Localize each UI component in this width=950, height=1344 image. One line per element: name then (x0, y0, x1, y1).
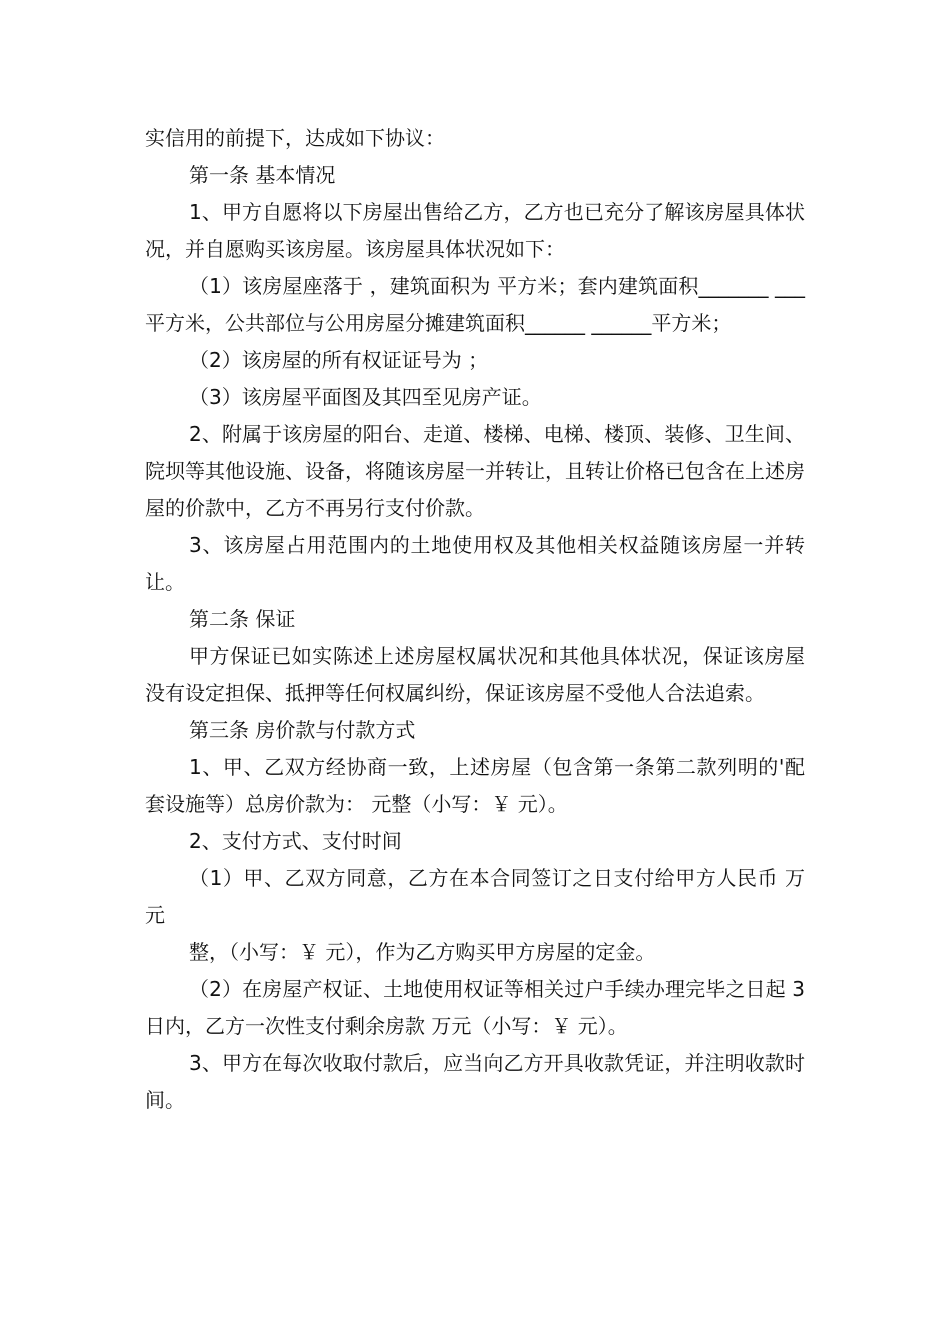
paragraph-1-3: 3、该房屋占用范围内的土地使用权及其他相关权益随该房屋一并转让。 (145, 533, 805, 594)
article-2-heading: 第二条 保证 (189, 607, 296, 631)
paragraph-2-1: 甲方保证已如实陈述上述房屋权属状况和其他具体状况，保证该房屋没有设定担保、抵押等任何权属纠纷，保证该房屋不受他人合法追索。 (145, 644, 805, 705)
article-3-heading: 第三条 房价款与付款方式 (189, 718, 416, 742)
paragraph-1-1-3: （3）该房屋平面图及其四至见房产证。 (189, 385, 542, 409)
paragraph-3-2: 2、支付方式、支付时间 (189, 829, 402, 853)
paragraph-preamble-end: 实信用的前提下，达成如下协议： (145, 126, 445, 150)
document-body (145, 120, 805, 1119)
paragraph-1-2: 2、附属于该房屋的阳台、走道、楼梯、电梯、楼顶、装修、卫生间、院坝等其他设施、设备，将随该房屋一并转让，且转让价格已包含在上述房屋的价款中，乙方不再另行支付价款。 (145, 422, 805, 520)
paragraph-3-2-1: （1）甲、乙双方同意，乙方在本合同签订之日支付给甲方人民币 万元 (145, 866, 805, 927)
paragraph-3-2-1-cont: 整，（小写：￥ 元），作为乙方购买甲方房屋的定金。 (189, 940, 656, 964)
article-1-heading: 第一条 基本情况 (189, 163, 336, 187)
paragraph-1-1-2: （2）该房屋的所有权证证号为 ； (189, 348, 489, 372)
paragraph-1-1: 1、甲方自愿将以下房屋出售给乙方，乙方也已充分了解该房屋具体状况，并自愿购买该房屋。该房屋具体状况如下： (145, 200, 805, 261)
paragraph-1-1-1: （1）该房屋座落于 ，建筑面积为 平方米；套内建筑面积_______ ___平方米，公共部位与公用房屋分摊建筑面积______ ______平方米； (145, 274, 805, 335)
paragraph-3-1: 1、甲、乙双方经协商一致，上述房屋（包含第一条第二款列明的'配套设施等）总房价款为： 元整（小写：￥ 元）。 (145, 755, 805, 816)
paragraph-3-3: 3、甲方在每次收取付款后，应当向乙方开具收款凭证，并注明收款时间。 (145, 1051, 805, 1112)
paragraph-3-2-2: （2）在房屋产权证、土地使用权证等相关过户手续办理完毕之日起 3 日内，乙方一次性支付剩余房款 万元（小写：￥ 元）。 (145, 977, 805, 1038)
